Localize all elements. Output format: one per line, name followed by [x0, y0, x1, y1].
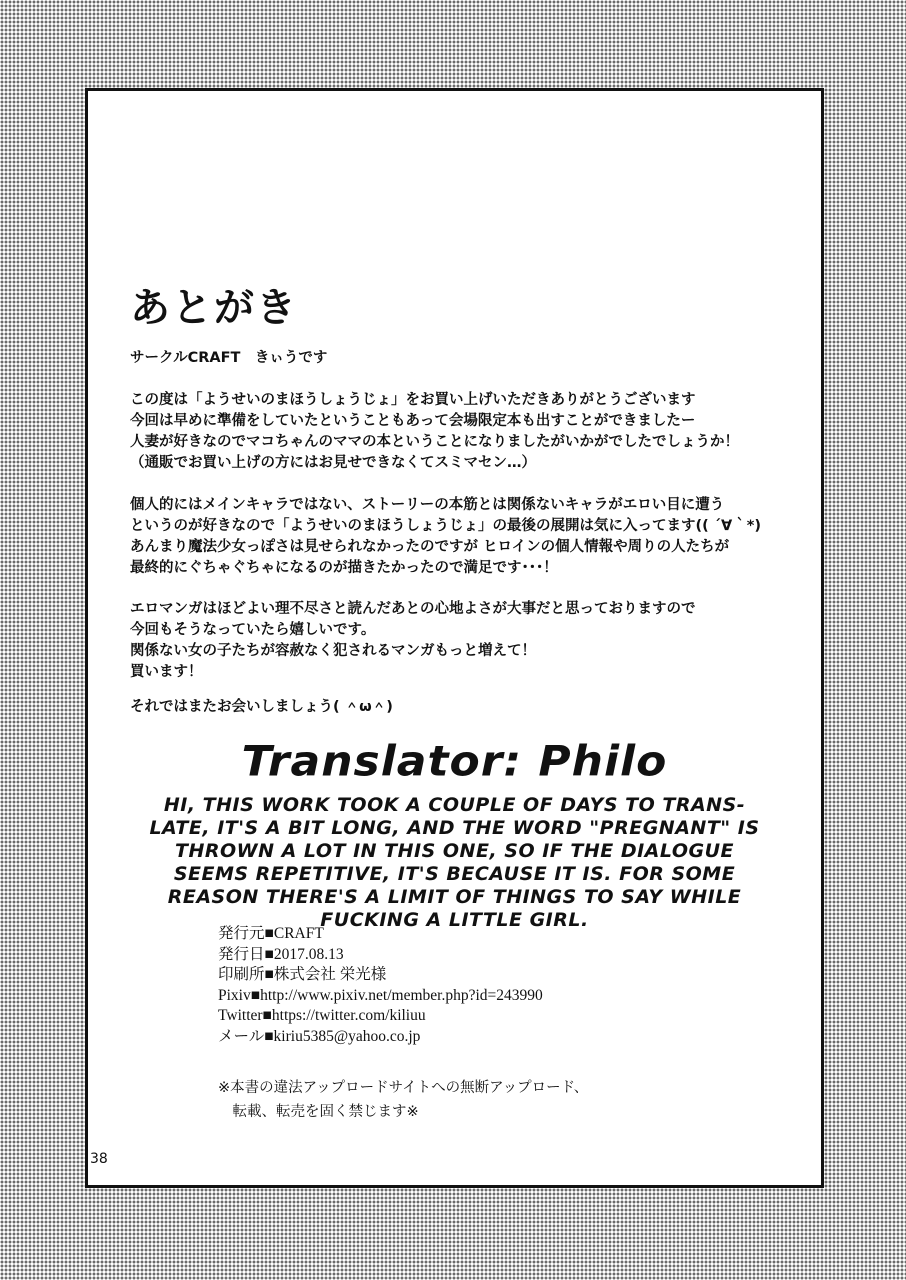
text-line: この度は「ようせいのまほうしょうじょ」をお買い上げいただきありがとうございます	[130, 392, 696, 408]
text-line: あんまり魔法少女っぽさは見せられなかったのですが ヒロインの個人情報や周りの人たちが	[130, 539, 730, 555]
colophon-publisher: 発行元■CRAFT	[218, 925, 324, 942]
text-line: 最終的にぐちゃぐちゃになるのが描きたかったので満足です･･･！	[130, 560, 558, 576]
text-line: FUCKING A LITTLE GIRL.	[320, 909, 589, 931]
text-line: 転載、転売を固く禁じます※	[218, 1104, 419, 1120]
text-line: REASON THERE'S A LIMIT OF THINGS TO SAY WHILE	[167, 886, 742, 908]
page-number: 38	[90, 1151, 108, 1167]
colophon	[218, 924, 543, 1047]
text-line: HI, THIS WORK TOOK A COUPLE OF DAYS TO TRANS-	[163, 794, 746, 816]
text-line: エロマンガはほどよい理不尽さと読んだあとの心地よさが大事だと思っておりますので	[130, 601, 696, 617]
text-line: 今回もそうなっていたら嬉しいです。	[130, 622, 376, 638]
text-line: （通販でお買い上げの方にはお見せできなくてスミマセン…）	[130, 455, 536, 471]
text-line: LATE, IT'S A BIT LONG, AND THE WORD "PREGNANT" IS	[149, 817, 760, 839]
text-line: 今回は早めに準備をしていたということもあって会場限定本も出すことができましたー	[130, 413, 696, 429]
afterword-title: あとがき	[130, 285, 298, 331]
translator-heading: Translator: Philo	[241, 737, 668, 786]
book-page	[85, 88, 824, 1188]
text-line: 買います！	[130, 664, 203, 680]
colophon-pixiv: Pixiv■http://www.pixiv.net/member.php?id=243990	[218, 986, 543, 1004]
translator-note	[118, 794, 791, 932]
text-line: 人妻が好きなのでマコちゃんのママの本ということになりましたがいかがでしたでしょうか！	[130, 434, 739, 450]
paragraph-1	[130, 390, 739, 474]
text-line: THROWN A LOT IN THIS ONE, SO IF THE DIALOGUE	[175, 840, 734, 862]
text-line: というのが好きなので「ようせいのまほうしょうじょ」の最後の展開は気に入ってます(( ´∀｀*)	[130, 518, 761, 534]
paragraph-2	[130, 495, 761, 579]
colophon-date: 発行日■2017.08.13	[218, 945, 344, 963]
greeting: サークルCRAFT きぃうです	[130, 350, 328, 366]
text-line: 個人的にはメインキャラではない、ストーリーの本筋とは関係ないキャラがエロい目に遭う	[130, 497, 725, 513]
colophon-twitter: Twitter■https://twitter.com/kiliuu	[218, 1007, 426, 1024]
colophon-email: メール■kiriu5385@yahoo.co.jp	[218, 1027, 421, 1045]
text-line: SEEMS REPETITIVE, IT'S BECAUSE IT IS. FOR SOME	[173, 863, 736, 885]
paragraph-3	[130, 599, 696, 683]
text-line: それではまたお会いしましょう( ＾ω＾)	[130, 699, 393, 715]
copyright-notice	[218, 1076, 588, 1124]
paragraph-4	[130, 697, 393, 718]
text-line: 関係ない女の子たちが容赦なく犯されるマンガもっと増えて！	[130, 643, 536, 659]
text-line: ※本書の違法アップロードサイトへの無断アップロード、	[218, 1080, 589, 1096]
colophon-printer: 印刷所■株式会社 栄光様	[218, 966, 387, 983]
